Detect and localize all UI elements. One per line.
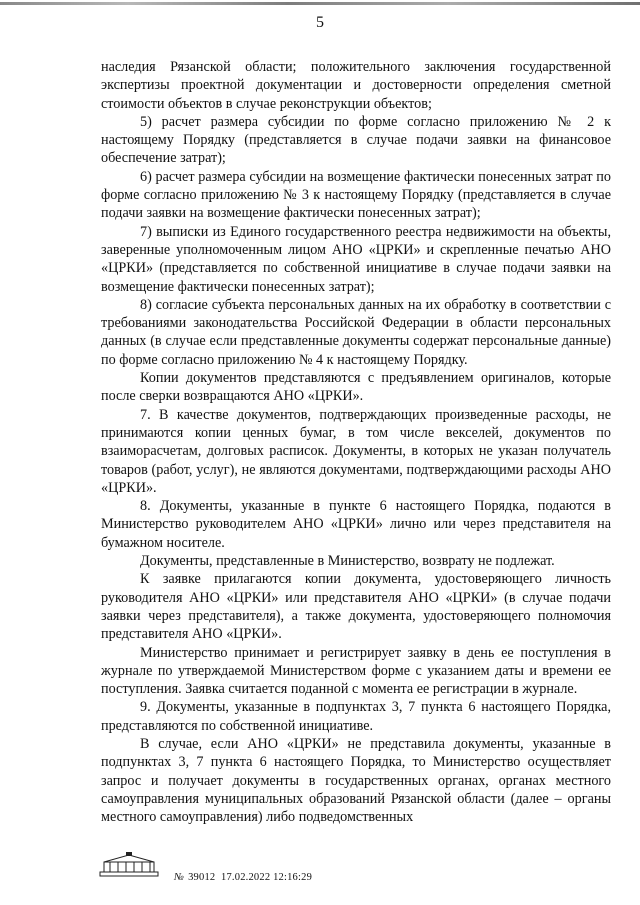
doc-number-symbol: № — [174, 872, 185, 883]
paragraph-item-6: 6) расчет размера субсидии на возмещение фактически понесенных затрат по форме согласно приложению № 3 к настоящему Порядку (представляется в случае подачи заявки на возмещение фактически понесенных затрат); — [101, 168, 611, 222]
paragraph-point-7: 7. В качестве документов, подтверждающих произведенные расходы, не принимаются копии ценных бумаг, в том числе векселей, документов по взаиморасчетам, долговых расписок. Документы, в которых не указан получатель товаров (работ, услуг), не являются документами, подтверждающими расходы АНО «ЦРКИ». — [101, 406, 611, 496]
doc-datetime: 17.02.2022 12:16:29 — [221, 872, 313, 883]
page-number: 5 — [316, 14, 324, 31]
building-stamp-icon — [98, 852, 160, 878]
paragraph-point-8: 8. Документы, указанные в пункте 6 настоящего Порядка, подаются в Министерство руководителем АНО «ЦРКИ» лично или через представителя на бумажном носителе. — [101, 498, 611, 551]
paragraph-continuation: наследия Рязанской области; положительного заключения государственной экспертизы проектной документации и достоверности определения сметной стоимости объектов в случае реконструкции объектов; — [101, 59, 611, 112]
paragraph-point-9: 9. Документы, указанные в подпунктах 3, 7 пункта 6 настоящего Порядка, представляются по собственной инициативе. — [101, 699, 611, 734]
paragraph-item-8: 8) согласие субъекта персональных данных на их обработку в соответствии с требованиями законодательства Российской Федерации в области персональных данных (в случае если представленные документы содержат персональные данные) по форме согласно приложению № 4 к настоящему Порядку. — [101, 296, 611, 368]
paragraph-registration: Министерство принимает и регистрирует заявку в день ее поступления в журнале по утверждаемой Министерством форме с указанием даты и времени ее поступления. Заявка считается поданной с момента ее регистрации в журнале. — [101, 644, 611, 698]
paragraph-attachments: К заявке прилагаются копии документа, удостоверяющего личность руководителя АНО «ЦРКИ» или представителя АНО «ЦРКИ» (в случае подачи заявки через представителя), а также документа, удостоверяющего полномочия представителя АНО «ЦРКИ». — [101, 571, 611, 643]
footer — [98, 852, 618, 892]
document-registration-stamp — [174, 872, 312, 883]
paragraph-item-5: 5) расчет размера субсидии по форме согласно приложению № 2 к настоящему Порядку (представляется в случае подачи заявки на финансовое обеспечение затрат); — [101, 113, 611, 167]
paragraph-no-return: Документы, представленные в Министерство, возврату не подлежат. — [140, 553, 555, 570]
paragraph-request: В случае, если АНО «ЦРКИ» не представила документы, указанные в подпунктах 3, 7 пункта 6 настоящего Порядка, то Министерство осуществляет запрос и получает документы в государственных органах, органах местного самоуправления муниципальных образований Рязанской области (далее – органы местного самоуправления) либо подведомственных — [101, 735, 611, 826]
document-body — [101, 58, 611, 826]
doc-number: 39012 — [188, 872, 216, 883]
paragraph-item-7: 7) выписки из Единого государственного реестра недвижимости на объекты, заверенные уполномоченным лицом АНО «ЦРКИ» и скрепленные печатью АНО «ЦРКИ» (представляется по собственной инициативе в случае подачи заявки на возмещение фактически понесенных затрат); — [101, 223, 611, 295]
scan-top-edge — [0, 2, 640, 5]
paragraph-copies: Копии документов представляются с предъявлением оригиналов, которые после сверки возвращаются АНО «ЦРКИ». — [101, 370, 611, 405]
